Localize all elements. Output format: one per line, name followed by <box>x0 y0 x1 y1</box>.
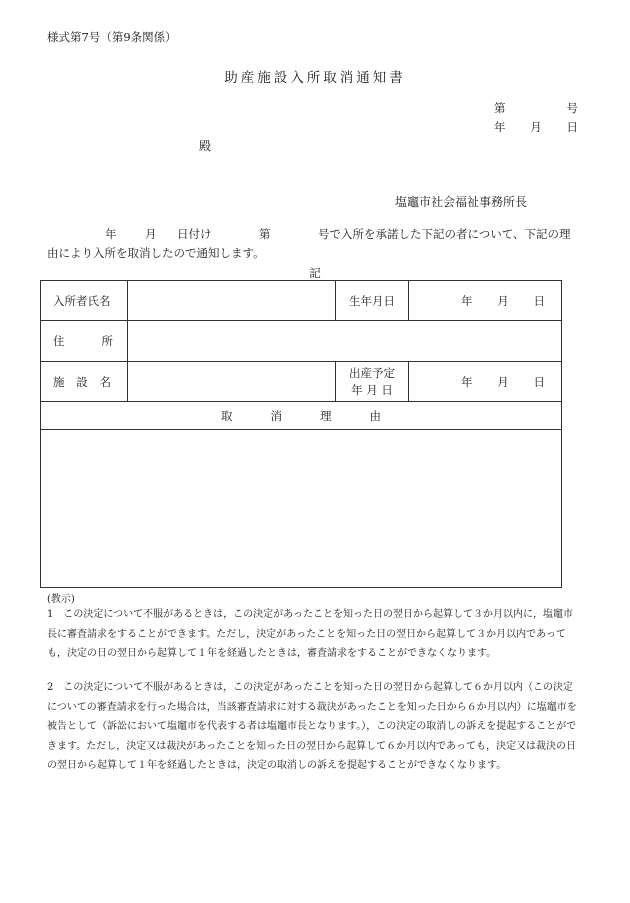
number-suffix: 号 <box>566 101 578 115</box>
due-month: 月 <box>497 374 509 389</box>
reason-field[interactable] <box>41 430 562 588</box>
birth-label: 生年月日 <box>336 281 409 321</box>
body-dated: 日付け <box>177 227 212 241</box>
name-row <box>41 281 562 321</box>
reason-header <box>41 402 562 430</box>
birth-date-field[interactable] <box>409 281 562 321</box>
document-title: 助産施設入所取消通知書 <box>224 70 406 86</box>
issuer-name: 塩竈市社会福祉事務所長 <box>395 195 528 209</box>
body-number-prefix: 第 <box>259 227 271 241</box>
due-date-label-line-1: 出産予定 <box>349 365 395 380</box>
name-label: 入所者氏名 <box>41 281 128 321</box>
due-date-parts <box>409 374 561 390</box>
reason-body-row <box>41 430 562 588</box>
note-item-1: 1 この決定について不服があるときは，この決定があったことを知った日の翌日から起算して３か月以内に，塩竈市長に審査請求をすることができます。ただし，決定があったことを知った日の翌日から起算して３か月以内であっても，決定の日の翌日から起算して１年を経過したときは，審査請求をすることができなくなります。 <box>47 609 574 659</box>
notes-heading: (教示) <box>47 594 75 605</box>
facility-row <box>41 362 562 402</box>
date-year: 年 <box>494 120 506 134</box>
address-label-char-1: 住 <box>53 334 65 348</box>
note-item-2: 2 この決定について不服があるときは，この決定があったことを知った日の翌日から起算して６か月以内（この決定についての審査請求を行った場合は，当該審査請求に対する裁決があったことを知った日から６か月以内）に塩竈市を被告として（訴訟において塩竈市を代表する者は塩竈市長となります。），この決定の取消しの訴えを提起することができます。ただし，決定又は裁決があったことを知った日の翌日から起算して６か月以内であっても，決定又は裁決の日の翌日から起算して１年を経過したときは，決定の取消しの訴えを提起することができなくなります。 <box>47 682 577 771</box>
reason-header-char-1: 取 <box>221 408 233 423</box>
body-text-line-2: 由により入所を取消したので通知します。 <box>47 246 265 260</box>
birth-year: 年 <box>461 293 473 308</box>
name-field[interactable] <box>128 281 336 321</box>
reason-header-char-4: 由 <box>369 408 381 423</box>
address-label <box>41 321 128 362</box>
body-month: 月 <box>145 227 157 241</box>
document-date-line <box>494 119 578 135</box>
facility-label-char-1: 施 <box>53 374 65 389</box>
address-row <box>41 321 562 362</box>
address-field[interactable] <box>128 321 562 362</box>
due-date-field[interactable] <box>409 362 562 402</box>
body-line1-rest: 号で入所を承諾した下記の者について、下記の理 <box>318 227 571 241</box>
number-prefix: 第 <box>494 101 506 115</box>
facility-field[interactable] <box>128 362 336 402</box>
due-date-label-line-2: 年 月 日 <box>351 382 393 397</box>
document-number-line <box>494 100 578 116</box>
date-day: 日 <box>566 120 578 134</box>
birth-month: 月 <box>497 293 509 308</box>
due-day: 日 <box>533 374 545 389</box>
reason-header-char-2: 消 <box>270 408 282 423</box>
reason-header-char-3: 理 <box>320 408 332 423</box>
facility-label <box>41 362 128 402</box>
birth-day: 日 <box>533 293 545 308</box>
due-date-label <box>336 362 409 402</box>
form-number: 様式第7号（第9条関係） <box>47 30 177 44</box>
date-month: 月 <box>530 120 542 134</box>
body-year: 年 <box>105 227 117 241</box>
due-year: 年 <box>461 374 473 389</box>
ki-heading: 記 <box>309 266 321 280</box>
addressee-suffix: 殿 <box>199 139 212 153</box>
birth-date-parts <box>409 293 561 309</box>
facility-label-char-2: 設 <box>76 374 88 389</box>
reason-header-row <box>41 402 562 430</box>
address-label-char-2: 所 <box>101 334 113 348</box>
form-table <box>40 280 562 588</box>
facility-label-char-3: 名 <box>99 374 111 389</box>
